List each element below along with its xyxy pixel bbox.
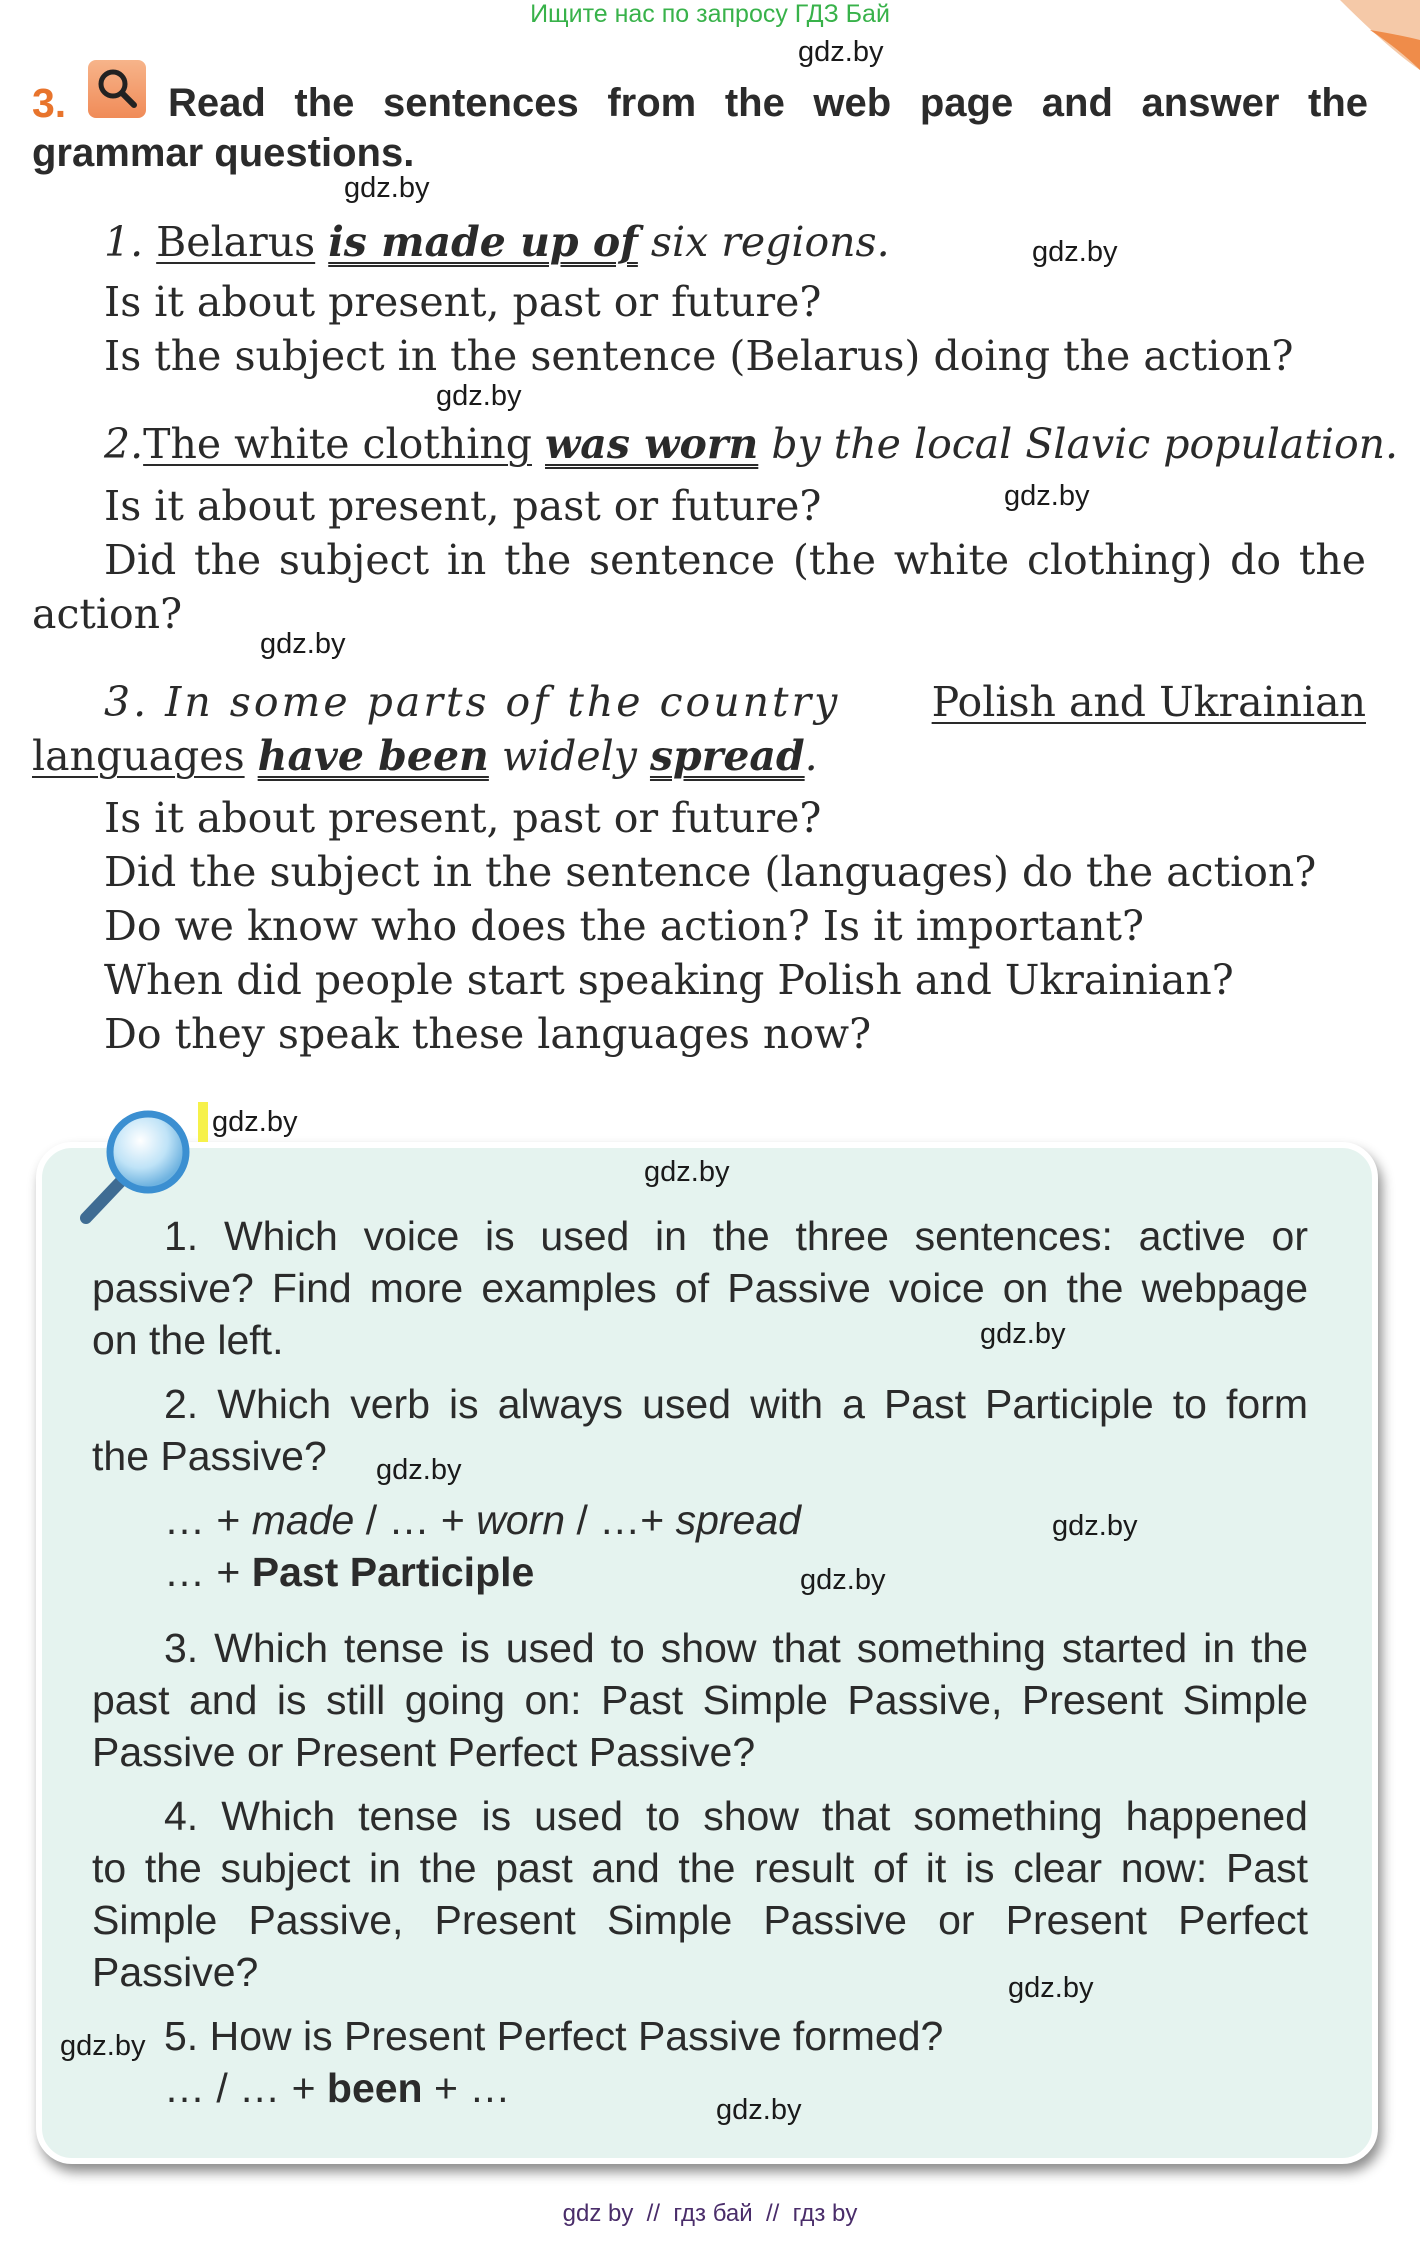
question: Is it about present, past or future? (104, 278, 822, 326)
example-part: … + (164, 1497, 252, 1543)
box-question-2-line2: the Passive? (92, 1433, 327, 1479)
sentence-verb: have been (257, 732, 489, 780)
watermark: gdz.by (260, 628, 346, 660)
footer: gdz by // гдз бай // гдз by (562, 2200, 858, 2227)
box-question-1-line1: 1. Which voice is used in the three sentences: active or (164, 1213, 1308, 1259)
sentence-3-line1 (104, 678, 1366, 726)
box-question-5-line1: 5. How is Present Perfect Passive formed? (164, 2013, 944, 2059)
sentence-3-line2 (32, 732, 818, 780)
sentence-subject: Polish and Ukrainian (931, 678, 1366, 726)
watermark: gdz.by (800, 1564, 886, 1596)
question-continuation: action? (32, 590, 183, 638)
sentence-verb: spread (649, 732, 805, 780)
task-number: 3. (32, 80, 67, 126)
box-question-3-line1: 3. Which tense is used to show that something started in the (164, 1625, 1308, 1671)
watermark: gdz.by (798, 36, 884, 68)
magnifier-icon (88, 60, 146, 118)
sentence-2 (104, 420, 1398, 468)
watermark: gdz.by (436, 380, 522, 412)
box-question-4-line4: Passive? (92, 1949, 259, 1995)
sentence-1 (104, 218, 890, 266)
question: Do we know who does the action? Is it important? (104, 902, 1144, 950)
box-question-4-line2: to the subject in the past and the result of it is clear now: Past (92, 1845, 1308, 1891)
sentence-subject: languages (32, 732, 245, 780)
question: Is the subject in the sentence (Belarus) doing the action? (104, 332, 1294, 380)
example-term: been (326, 2065, 423, 2111)
sentence-rest: six regions. (650, 218, 890, 266)
sentence-end: . (804, 732, 818, 780)
box-question-4-line1: 4. Which tense is used to show that something happened (164, 1793, 1308, 1839)
watermark: gdz.by (376, 1454, 462, 1486)
example-verb: spread (675, 1497, 801, 1543)
box-question-3-line2: past and is still going on: Past Simple Passive, Present Simple (92, 1677, 1308, 1723)
sentence-number: 2. (104, 420, 144, 468)
task-instruction-line2: grammar questions. (32, 131, 415, 175)
question: Is it about present, past or future? (104, 482, 822, 530)
watermark: gdz.by (344, 172, 430, 204)
example-part: … + (164, 1549, 252, 1595)
question: Is it about present, past or future? (104, 794, 822, 842)
sentence-subject: The white clothing (143, 420, 532, 468)
watermark: gdz.by (980, 1318, 1066, 1350)
question: Did the subject in the sentence (the white clothing) do the (104, 536, 1366, 584)
question: Do they speak these languages now? (104, 1010, 872, 1058)
task-instruction-line1: Read the sentences from the web page and answer the (168, 81, 1368, 125)
watermark: gdz.by (1008, 1972, 1094, 2004)
sentence-subject: Belarus (156, 218, 316, 266)
box-question-1-line3: on the left. (92, 1317, 284, 1363)
sentence-number: 1. (104, 218, 144, 266)
watermark: gdz.by (212, 1106, 298, 1138)
example-verb: worn (476, 1497, 566, 1543)
example-verb: made (251, 1497, 355, 1543)
box-question-5-example (164, 2062, 510, 2114)
top-banner: Ищите нас по запросу ГДЗ Бай (530, 0, 890, 28)
example-term: Past Participle (251, 1549, 535, 1595)
example-part: / … + (354, 1497, 477, 1543)
box-question-3-line3: Passive or Present Perfect Passive? (92, 1729, 756, 1775)
sentence-middle: widely (501, 732, 637, 780)
sentence-lead: 3. In some parts of the country (104, 678, 841, 726)
question: When did people start speaking Polish and Ukrainian? (104, 956, 1234, 1004)
box-question-1-line2: passive? Find more examples of Passive voice on the webpage (92, 1265, 1308, 1311)
sentence-rest: by the local Slavic population. (771, 420, 1399, 468)
example-part: + … (422, 2065, 511, 2111)
question: Did the subject in the sentence (languages) do the action? (104, 848, 1317, 896)
corner-decoration (1330, 0, 1420, 90)
box-question-4-line3: Simple Passive, Present Simple Passive or Present Perfect (92, 1897, 1308, 1943)
watermark: gdz.by (1004, 480, 1090, 512)
sentence-verb: was worn (545, 420, 759, 468)
box-question-2-example-1 (164, 1494, 801, 1546)
box-question-2-example-2 (164, 1546, 534, 1598)
highlight-mark (198, 1102, 208, 1142)
example-part: / …+ (565, 1497, 676, 1543)
watermark: gdz.by (60, 2030, 146, 2062)
sentence-verb: is made up of (328, 218, 638, 266)
watermark: gdz.by (1032, 236, 1118, 268)
box-question-2-line1: 2. Which verb is always used with a Past Participle to form (164, 1381, 1308, 1427)
watermark: gdz.by (1052, 1510, 1138, 1542)
example-part: … / … + (164, 2065, 327, 2111)
watermark: gdz.by (644, 1156, 730, 1188)
watermark: gdz.by (716, 2094, 802, 2126)
